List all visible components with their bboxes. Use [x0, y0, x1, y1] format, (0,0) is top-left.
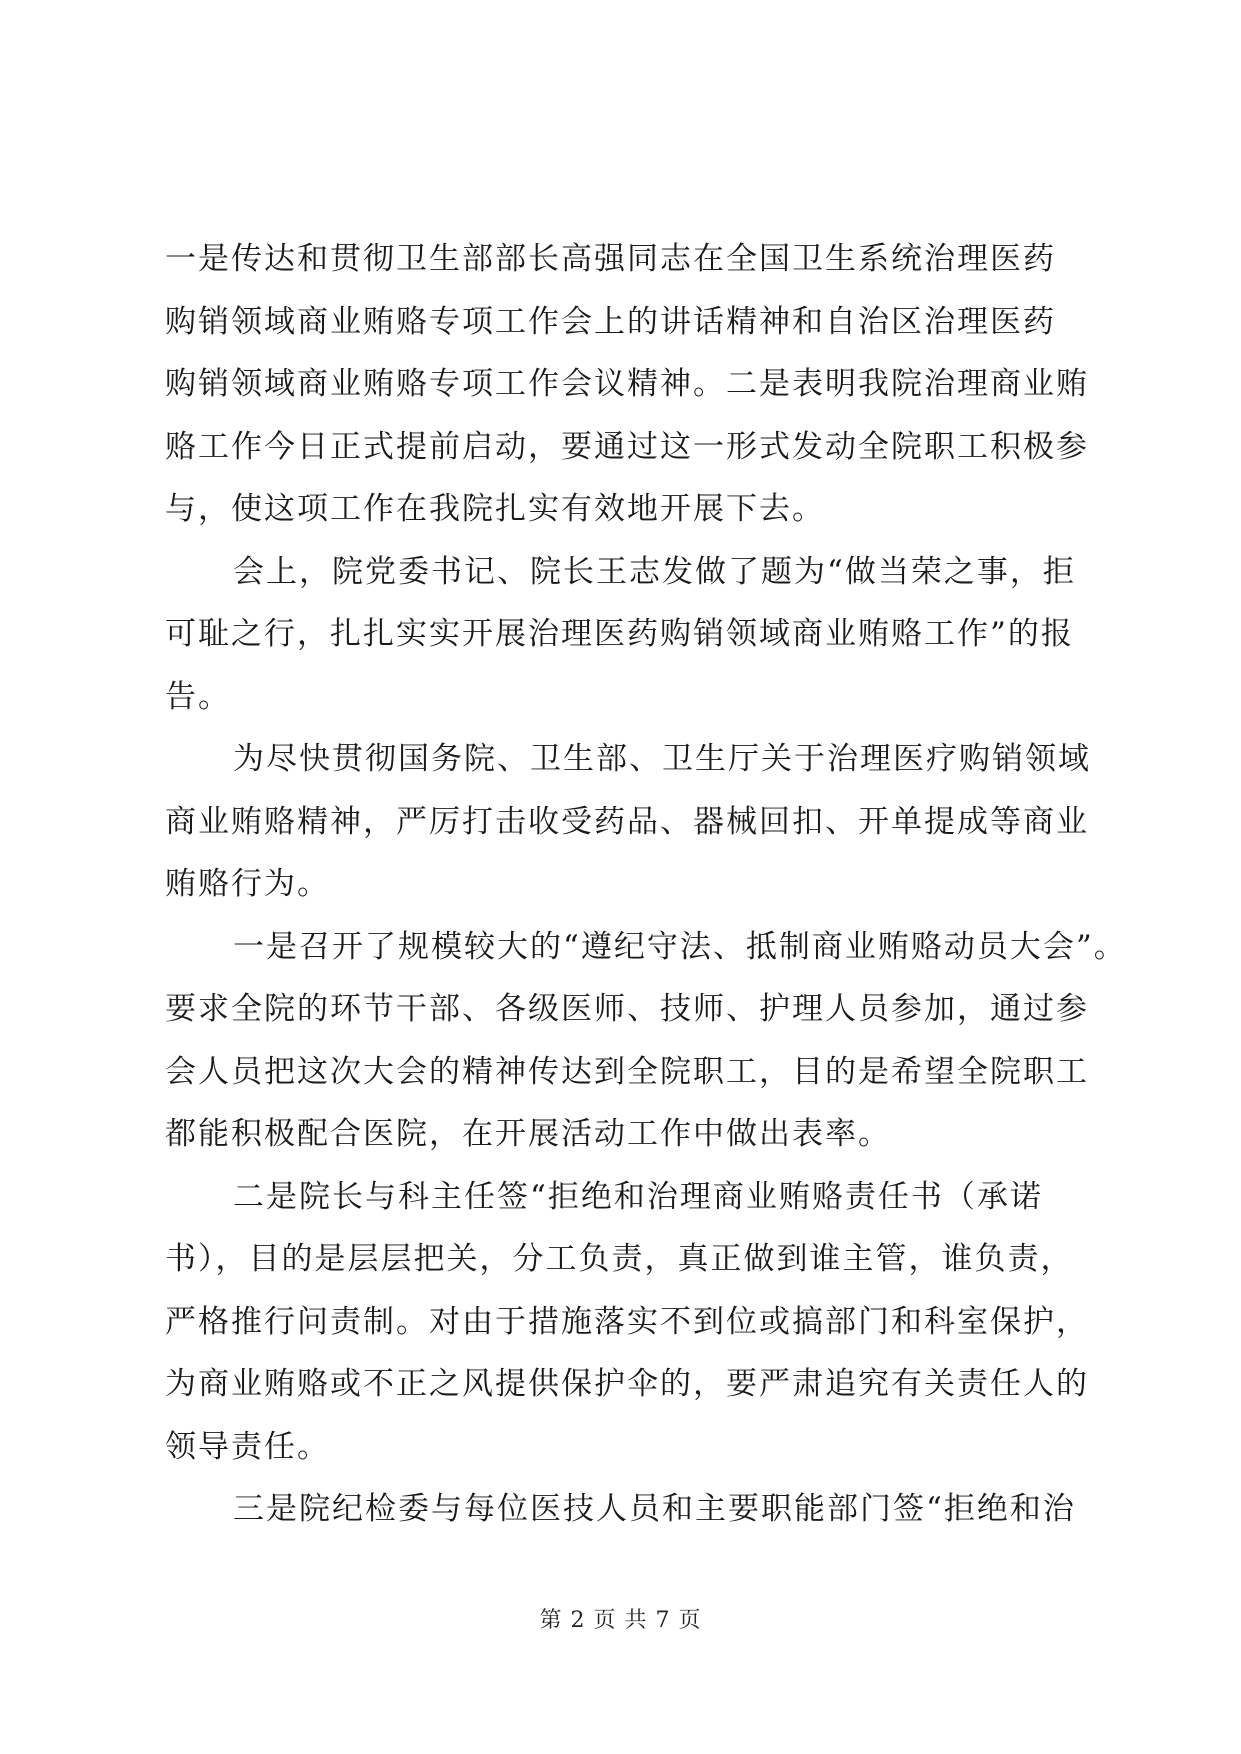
text-line: 书），目的是层层把关，分工负责，真正做到谁主管，谁负责， [165, 1241, 1074, 1277]
text-line: 贿赂行为。 [165, 866, 330, 902]
text-line: 与，使这项工作在我院扎实有效地开展下去。 [165, 491, 825, 527]
text-line: 一是传达和贯彻卫生部部长高强同志在全国卫生系统治理医药 [165, 241, 1056, 277]
document-body [165, 228, 1127, 1541]
text-line: 会人员把这次大会的精神传达到全院职工，目的是希望全院职工 [165, 1053, 1089, 1090]
text-line: 商业贿赂精神，严厉打击收受药品、器械回扣、开单提成等商业 [165, 803, 1089, 840]
page-footer: 第 2 页 共 7 页 [539, 1608, 702, 1633]
text-line: 可耻之行，扎扎实实开展治理医药购销领域商业贿赂工作”的报 [165, 616, 1074, 652]
paragraph [165, 1166, 1089, 1479]
text-line: 二是院长与科主任签“拒绝和治理商业贿赂责任书（承诺 [233, 1178, 1043, 1215]
text-line: 会上，院党委书记、院长王志发做了题为“做当荣之事，拒 [233, 553, 1076, 590]
text-line: 告。 [165, 678, 231, 715]
text-line: 三是院纪检委与每位医技人员和主要职能部门签“拒绝和治 [233, 1491, 1076, 1527]
text-line: 严格推行问责制。对由于措施落实不到位或搞部门和科室保护， [165, 1303, 1089, 1340]
text-line: 都能积极配合医院，在开展活动工作中做出表率。 [165, 1116, 891, 1152]
paragraph [165, 541, 1080, 729]
paragraph [165, 916, 1127, 1166]
paragraph [165, 1478, 1080, 1541]
paragraph [165, 728, 1091, 916]
text-line: 购销领域商业贿赂专项工作会议精神。二是表明我院治理商业贿 [165, 366, 1089, 402]
text-line: 一是召开了规模较大的“遵纪守法、抵制商业贿赂动员大会”。 [233, 928, 1127, 965]
text-line: 要求全院的环节干部、各级医师、技师、护理人员参加，通过参 [165, 991, 1089, 1027]
paragraph [165, 228, 1089, 541]
text-line: 领导责任。 [165, 1428, 330, 1465]
text-line: 为商业贿赂或不正之风提供保护伞的，要严肃追究有关责任人的 [165, 1366, 1089, 1402]
text-line: 购销领域商业贿赂专项工作会上的讲话精神和自治区治理医药 [165, 303, 1056, 340]
text-line: 为尽快贯彻国务院、卫生部、卫生厅关于治理医疗购销领域 [233, 741, 1091, 777]
text-line: 赂工作今日正式提前启动，要通过这一形式发动全院职工积极参 [165, 428, 1089, 465]
